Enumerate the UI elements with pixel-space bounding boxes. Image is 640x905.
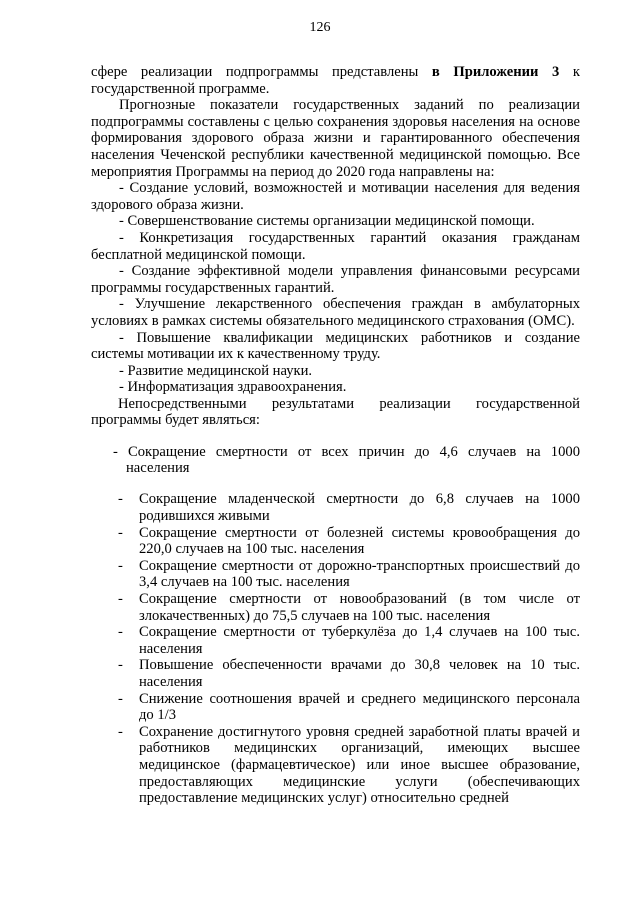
appendix-reference: в Приложении 3 (431, 64, 560, 80)
intro-paragraph (91, 64, 580, 97)
result-text: Сокращение смертности от дорожно-транспортных происшествий до 3,4 случаев на 100 тыс. населения (139, 557, 580, 591)
intro-text-end: к государственной программе. (91, 64, 580, 97)
list-dash: - (118, 624, 123, 641)
measure-item: - Совершенствование системы организации медицинской помощи. (119, 213, 535, 230)
results-list (91, 444, 580, 807)
measure-item: - Создание эффективной модели управления финансовыми ресурсами программы государственных гарантий. (91, 263, 580, 296)
result-text: Сохранение достигнутого уровня средней заработной платы врачей и работников медицинских организаций, имеющих высшее медицинское (фармацевтическое) или иное высшее образование, предоставляющих медицинские услуги (обеспечивающих предоставление медицинских услуг) относительно средней (139, 723, 580, 807)
result-item (91, 724, 580, 807)
list-dash: - (118, 723, 123, 740)
result-text: Повышение обеспеченности врачами до 30,8 человек на 10 тыс. населения (139, 657, 580, 690)
result-item (91, 491, 580, 524)
list-dash: - (118, 657, 123, 674)
measure-item: - Создание условий, возможностей и мотивации населения для ведения здорового образа жизни. (91, 180, 580, 213)
result-text: Снижение соотношения врачей и среднего медицинского персонала до 1/3 (139, 690, 580, 724)
measure-item: - Улучшение лекарственного обеспечения граждан в амбулаторных условиях в рамках системы обязательного медицинского страхования (ОМС). (91, 296, 580, 329)
result-text: Сокращение смертности от туберкулёза до 1,4 случаев на 100 тыс. населения (139, 624, 580, 657)
forecast-paragraph: Прогнозные показатели государственных заданий по реализации подпрограммы составлены с целью сохранения здоровья населения на основе формирования здорового образа жизни и гарантированного обеспечения населения Чеченской республики качественной медицинской помощью. Все мероприятия Программы на период до 2020 года направлены на: (91, 97, 580, 180)
page-number: 126 (309, 20, 331, 35)
measures-list (91, 180, 580, 396)
result-item (91, 558, 580, 591)
list-dash: - (118, 524, 123, 541)
list-dash: - (118, 491, 123, 508)
measure-item: - Развитие медицинской науки. (119, 362, 313, 379)
result-text: Сокращение смертности от новообразований (в том числе от злокачественных) до 75,5 случаев на 100 тыс. населения (139, 591, 580, 624)
result-item (91, 624, 580, 657)
result-item (91, 591, 580, 624)
document-body (91, 64, 580, 807)
results-intro: Непосредственными результатами реализации государственной программы будет являться: (91, 395, 580, 429)
list-dash: - (118, 591, 123, 607)
list-dash: - (118, 690, 123, 707)
measure-item: - Повышение квалификации медицинских работников и создание системы мотивации их к качественному труду. (91, 329, 580, 363)
intro-text: сфере реализации подпрограммы представлены (91, 64, 432, 80)
result-item (91, 525, 580, 558)
result-item: - Сокращение смертности от всех причин до 4,6 случаев на 1000 населения (113, 443, 580, 477)
list-dash: - (118, 557, 123, 574)
measure-item: - Конкретизация государственных гарантий оказания гражданам бесплатной медицинской помощи. (91, 229, 580, 263)
result-item (91, 691, 580, 724)
measure-item: - Информатизация здравоохранения. (119, 379, 347, 396)
result-item (91, 657, 580, 690)
result-text: Сокращение смертности от болезней системы кровообращения до 220,0 случаев на 100 тыс. населения (139, 524, 580, 558)
result-text: Сокращение младенческой смертности до 6,8 случаев на 1000 родившихся живыми (139, 491, 580, 525)
